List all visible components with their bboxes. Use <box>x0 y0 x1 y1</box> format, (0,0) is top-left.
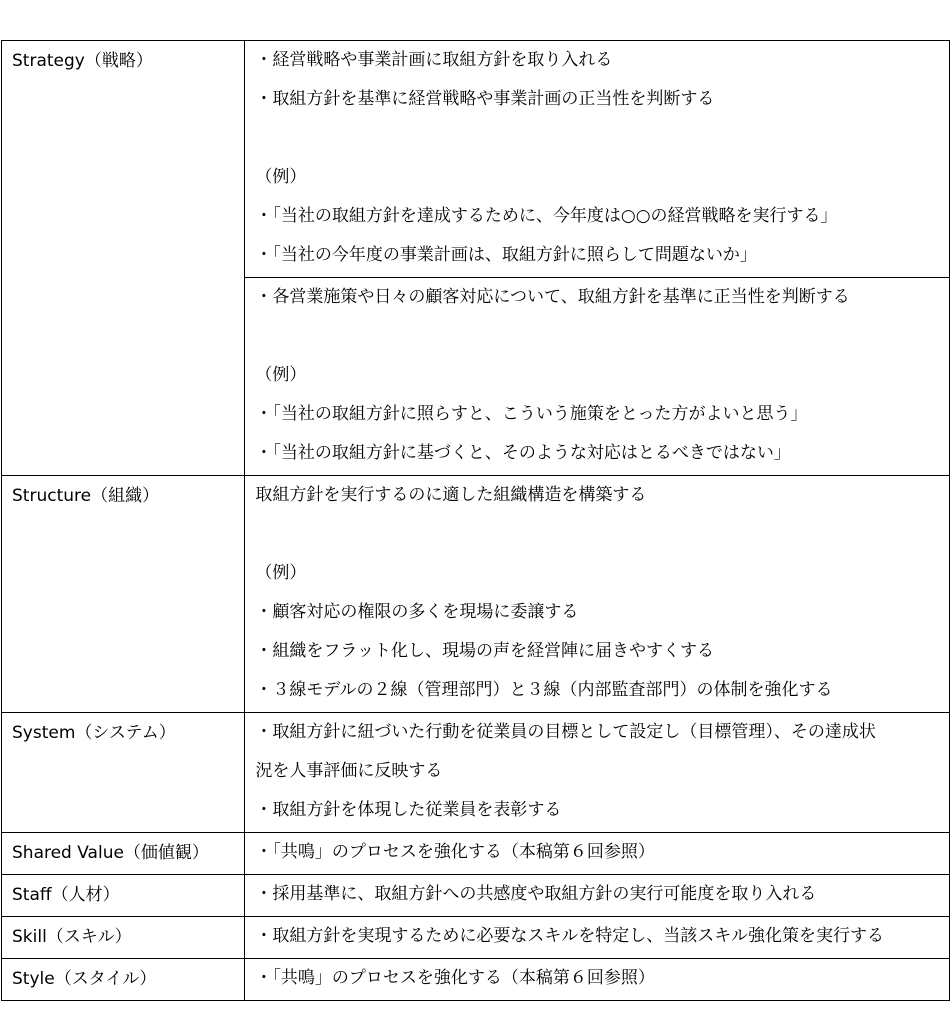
example-heading: （例） <box>255 365 307 385</box>
category-label: Strategy（戦略） <box>12 51 153 71</box>
table-row-system <box>2 713 950 833</box>
description-line: ・各営業施策や日々の顧客対応について、取組方針を基準に正当性を判断する <box>255 287 850 307</box>
description-line: ・「当社の取組方針に基づくと、そのような対応はとるべきではない」 <box>255 443 791 463</box>
table-row-style <box>2 959 950 1001</box>
blank-line <box>255 515 939 554</box>
category-cell-skill <box>2 917 245 959</box>
description-line: ・組織をフラット化し、現場の声を経営陣に届きやすくする <box>255 641 715 661</box>
table-row-shared-value <box>2 833 950 875</box>
blank-line <box>255 119 939 158</box>
description-cell <box>245 959 950 1001</box>
description-cell <box>245 833 950 875</box>
description-line: ・「共鳴」のプロセスを強化する（本稿第６回参照） <box>255 842 655 862</box>
description-line: ・取組方針を体現した従業員を表彰する <box>255 800 562 820</box>
table-row-strategy-1 <box>2 41 950 278</box>
example-heading: （例） <box>255 563 307 583</box>
seven-s-table <box>1 40 950 1001</box>
description-line: ・取組方針を実現するために必要なスキルを特定し、当該スキル強化策を実行する <box>255 926 885 946</box>
description-line: ・「当社の今年度の事業計画は、取組方針に照らして問題ないか」 <box>255 245 757 265</box>
description-line: ・経営戦略や事業計画に取組方針を取り入れる <box>255 50 613 70</box>
table-row-skill <box>2 917 950 959</box>
category-cell-shared-value <box>2 833 245 875</box>
description-line: 取組方針を実行するのに適した組織構造を構築する <box>255 485 647 505</box>
description-cell <box>245 875 950 917</box>
category-cell-staff <box>2 875 245 917</box>
description-line: ・取組方針に紐づいた行動を従業員の目標として設定し（目標管理）、その達成状 <box>255 722 876 742</box>
category-label: Structure（組織） <box>12 486 160 506</box>
description-line: ・３線モデルの２線（管理部門）と３線（内部監査部門）の体制を強化する <box>255 680 833 700</box>
description-cell <box>245 917 950 959</box>
category-label: System（システム） <box>12 723 176 743</box>
category-label: Staff（人材） <box>12 885 120 905</box>
description-line: ・顧客対応の権限の多くを現場に委譲する <box>255 602 579 622</box>
description-cell <box>245 476 950 713</box>
category-label: Shared Value（価値観） <box>12 843 209 863</box>
description-cell <box>245 278 950 476</box>
category-cell-structure <box>2 476 245 713</box>
category-cell-strategy <box>2 41 245 476</box>
table-row-staff <box>2 875 950 917</box>
blank-line <box>255 317 939 356</box>
description-line: ・取組方針を基準に経営戦略や事業計画の正当性を判断する <box>255 89 715 109</box>
description-line: ・採用基準に、取組方針への共感度や取組方針の実行可能度を取り入れる <box>255 884 817 904</box>
example-heading: （例） <box>255 167 307 187</box>
category-cell-system <box>2 713 245 833</box>
description-line: ・「当社の取組方針を達成するために、今年度は○○の経営戦略を実行する」 <box>255 206 838 226</box>
table-row-structure <box>2 476 950 713</box>
description-cell <box>245 713 950 833</box>
description-line: ・「共鳴」のプロセスを強化する（本稿第６回参照） <box>255 968 655 988</box>
description-line: ・「当社の取組方針に照らすと、こういう施策をとった方がよいと思う」 <box>255 404 808 424</box>
description-cell <box>245 41 950 278</box>
category-label: Style（スタイル） <box>12 969 157 989</box>
category-label: Skill（スキル） <box>12 927 132 947</box>
description-line: 況を人事評価に反映する <box>255 761 443 781</box>
category-cell-style <box>2 959 245 1001</box>
